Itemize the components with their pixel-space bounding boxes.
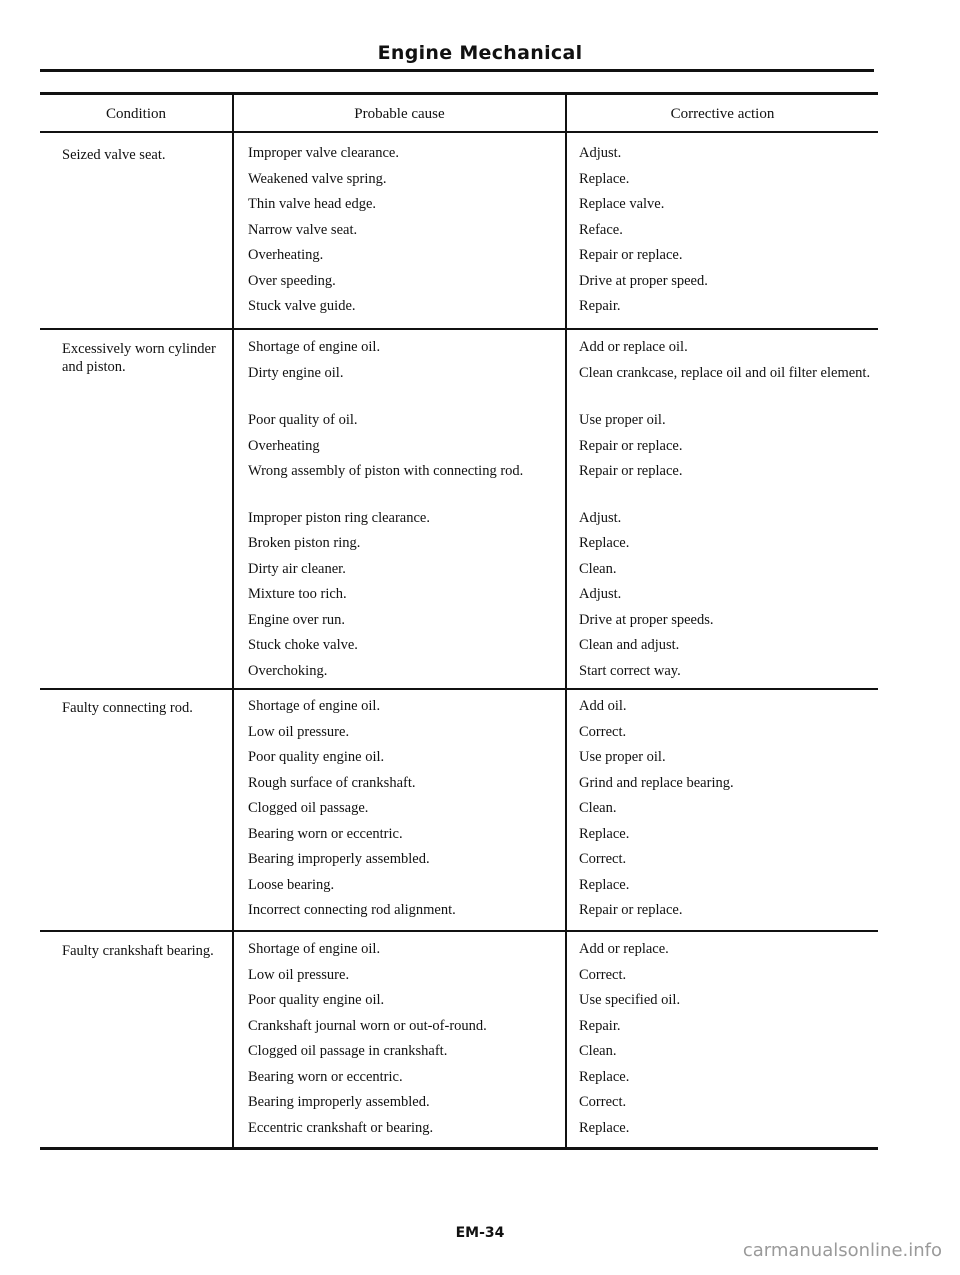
corrective-action-cell: Correct. — [579, 851, 627, 867]
probable-cause-cell: Poor quality engine oil. — [248, 992, 385, 1008]
probable-cause-cell: Clogged oil passage in crankshaft. — [248, 1043, 448, 1059]
probable-cause-cell: Thin valve head edge. — [248, 196, 377, 212]
probable-cause-cell: Shortage of engine oil. — [248, 339, 381, 355]
corrective-action-cell: Clean. — [579, 560, 617, 577]
corrective-action-cell: Replace. — [579, 825, 630, 842]
probable-cause-cell: Improper piston ring clearance. — [248, 509, 430, 526]
probable-cause-cell: Rough surface of crankshaft. — [248, 774, 416, 791]
probable-cause-cell: Poor quality of oil. — [248, 412, 358, 428]
column-header-corrective-action: Corrective action — [670, 106, 775, 122]
probable-cause-cell: Engine over run. — [248, 611, 346, 628]
corrective-action-cell: Add oil. — [579, 698, 627, 714]
corrective-action-cell: Replace. — [579, 535, 630, 551]
corrective-action-cell: Replace. — [579, 1068, 630, 1085]
corrective-action-cell: Clean. — [579, 800, 617, 816]
corrective-action-cell: Replace. — [579, 876, 630, 893]
condition-cell: Faulty connecting rod. — [62, 700, 193, 716]
corrective-action-cell: Start correct way. — [579, 662, 681, 679]
corrective-action-cell: Correct. — [579, 1094, 627, 1110]
probable-cause-cell: Stuck choke valve. — [248, 637, 358, 653]
probable-cause-cell: Overchoking. — [248, 662, 328, 679]
condition-cell: Faulty crankshaft bearing. — [62, 943, 214, 959]
column-divider-2 — [565, 92, 567, 1150]
page-number: EM-34 — [455, 1225, 505, 1241]
probable-cause-cell: Low oil pressure. — [248, 723, 350, 740]
probable-cause-cell: Improper valve clearance. — [248, 145, 399, 161]
probable-cause-cell: Clogged oil passage. — [248, 800, 369, 816]
corrective-action-cell: Use specified oil. — [579, 992, 681, 1008]
corrective-action-cell: Correct. — [579, 723, 627, 740]
probable-cause-cell: Incorrect connecting rod alignment. — [248, 902, 456, 918]
probable-cause-cell: Shortage of engine oil. — [248, 698, 381, 714]
probable-cause-cell: Broken piston ring. — [248, 535, 361, 551]
corrective-action-cell: Clean and adjust. — [579, 637, 680, 653]
condition-cell: Seized valve seat. — [62, 147, 166, 163]
corrective-action-cell: Repair or replace. — [579, 437, 683, 454]
group-separator — [40, 930, 878, 932]
corrective-action-cell: Use proper oil. — [579, 749, 666, 765]
probable-cause-cell: Bearing improperly assembled. — [248, 1094, 430, 1110]
corrective-action-cell: Clean crankcase, replace oil and oil filter element. — [579, 364, 871, 381]
page-header-title: Engine Mechanical — [377, 42, 583, 64]
probable-cause-cell: Narrow valve seat. — [248, 221, 358, 238]
corrective-action-cell: Repair or replace. — [579, 247, 683, 263]
probable-cause-cell: Eccentric crankshaft or bearing. — [248, 1119, 434, 1136]
corrective-action-cell: Add or replace. — [579, 941, 669, 957]
header-rule — [40, 69, 874, 72]
corrective-action-cell: Repair. — [579, 1017, 621, 1034]
header-bottom-border — [40, 131, 878, 133]
probable-cause-cell: Poor quality engine oil. — [248, 749, 385, 765]
probable-cause-cell: Stuck valve guide. — [248, 298, 356, 314]
probable-cause-cell: Mixture too rich. — [248, 586, 347, 602]
corrective-action-cell: Adjust. — [579, 145, 622, 161]
probable-cause-cell: Weakened valve spring. — [248, 170, 387, 187]
corrective-action-cell: Repair. — [579, 298, 621, 314]
corrective-action-cell: Repair or replace. — [579, 902, 683, 918]
probable-cause-cell: Bearing worn or eccentric. — [248, 1068, 403, 1085]
column-header-probable-cause: Probable cause — [354, 106, 445, 122]
corrective-action-cell: Use proper oil. — [579, 412, 666, 428]
group-separator — [40, 688, 878, 690]
probable-cause-cell: Shortage of engine oil. — [248, 941, 381, 957]
probable-cause-cell: Loose bearing. — [248, 876, 335, 893]
group-separator — [40, 328, 878, 330]
probable-cause-cell: Wrong assembly of piston with connecting rod. — [248, 463, 524, 479]
corrective-action-cell: Clean. — [579, 1043, 617, 1059]
corrective-action-cell: Drive at proper speeds. — [579, 611, 714, 628]
table-top-border — [40, 92, 878, 95]
troubleshooting-table — [40, 92, 878, 1150]
corrective-action-cell: Replace. — [579, 170, 630, 187]
corrective-action-cell: Correct. — [579, 966, 627, 983]
corrective-action-cell: Replace. — [579, 1119, 630, 1136]
watermark: carmanualsonline.info — [742, 1240, 942, 1261]
corrective-action-cell: Replace valve. — [579, 196, 665, 212]
corrective-action-cell: Repair or replace. — [579, 463, 683, 479]
probable-cause-cell: Overheating — [248, 437, 320, 454]
probable-cause-cell: Bearing improperly assembled. — [248, 851, 430, 867]
corrective-action-cell: Reface. — [579, 221, 623, 238]
column-divider-1 — [232, 92, 234, 1150]
probable-cause-cell: Dirty engine oil. — [248, 364, 344, 381]
corrective-action-cell: Grind and replace bearing. — [579, 774, 734, 791]
column-header-condition: Condition — [105, 106, 166, 122]
probable-cause-cell: Dirty air cleaner. — [248, 560, 346, 577]
condition-cell: Excessively worn cylinder and piston. — [62, 341, 216, 375]
corrective-action-cell: Add or replace oil. — [579, 339, 688, 355]
probable-cause-cell: Crankshaft journal worn or out-of-round. — [248, 1017, 487, 1034]
corrective-action-cell: Adjust. — [579, 509, 622, 526]
probable-cause-cell: Over speeding. — [248, 272, 336, 289]
corrective-action-cell: Drive at proper speed. — [579, 272, 708, 289]
corrective-action-cell: Adjust. — [579, 586, 622, 602]
probable-cause-cell: Bearing worn or eccentric. — [248, 825, 403, 842]
probable-cause-cell: Low oil pressure. — [248, 966, 350, 983]
table-bottom-border — [40, 1147, 878, 1150]
probable-cause-cell: Overheating. — [248, 247, 324, 263]
